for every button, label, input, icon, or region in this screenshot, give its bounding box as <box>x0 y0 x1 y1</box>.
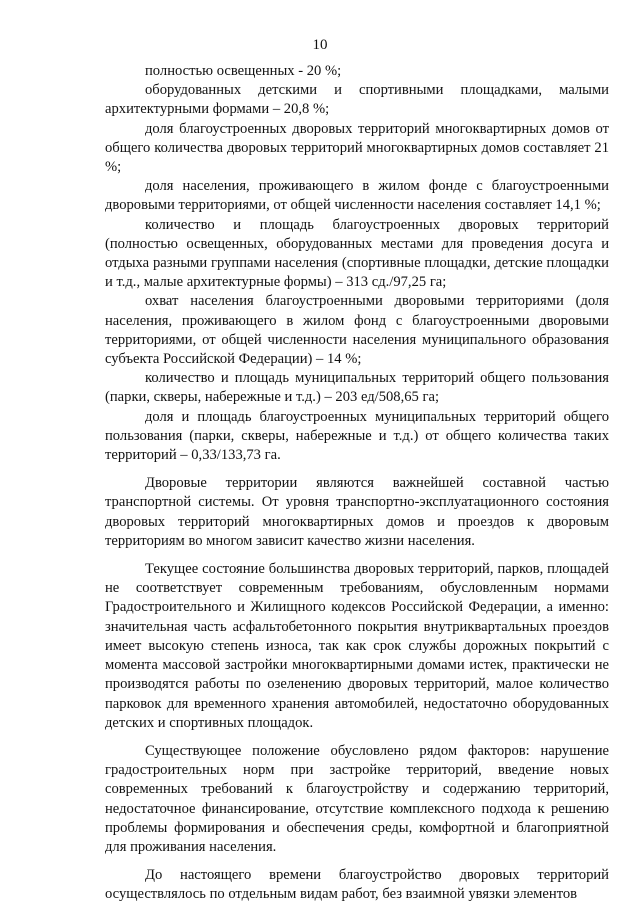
paragraph-current-state: Текущее состояние большинства дворовых территорий, парков, площадей не соответствует современным требованиям, обусловленным нормами Градостроительного и Жилищного кодексов Российской Федерации, а именно: значительная часть асфальтобетонного покрытия внутриквартальных проездов имеет высокую степень износа, так как срок службы дорожных покрытий с момента массовой застройки многоквартирными домами истек, практически не производятся работы по озеленению дворовых территорий, малое количество парковок для временного хранения автомобилей, недостаточно оборудованных детских и спортивных площадок. <box>105 561 609 731</box>
paragraph-public-areas-share: доля и площадь благоустроенных муниципальных территорий общего пользования (парки, скверы, набережные и т.д.) от общего количества таких территорий – 0,33/133,73 га. <box>105 408 609 464</box>
paragraph-equipped-share: оборудованных детскими и спортивными площадками, малыми архитектурными формами – 20,8 %; <box>105 82 609 118</box>
paragraph-public-areas-count: количество и площадь муниципальных территорий общего пользования (парки, скверы, набережные и т.д.) – 203 ед/508,65 га; <box>105 370 609 406</box>
page-number: 10 <box>312 37 328 53</box>
paragraph-population-coverage: охват населения благоустроенными дворовыми территориями (доля населения, проживающего в жилом фонд с благоустроенными дворовыми территориями, от общей численности населения муниципального образования субъекта Российской Федерации) – 14 %; <box>105 293 609 368</box>
document-body <box>105 62 609 905</box>
paragraph-lit-share: полностью освещенных - 20 %; <box>145 63 342 79</box>
paragraph-history: До настоящего времени благоустройство дворовых территорий осуществлялось по отдельным видам работ, без взаимной увязки элементов <box>105 867 609 903</box>
paragraph-improved-yards-share: доля благоустроенных дворовых территорий многоквартирных домов от общего количества дворовых территорий многоквартирных домов составляет 21 %; <box>105 120 609 176</box>
paragraph-population-share: доля населения, проживающего в жилом фонде с благоустроенными дворовыми территориями, от общей численности населения составляет 14,1 %; <box>105 178 609 214</box>
paragraph-improved-yards-count: количество и площадь благоустроенных дворовых территорий (полностью освещенных, оборудованных местами для проведения досуга и отдыха разными группами населения (спортивные площадки, детские площадки и т.д., малые архитектурные формы) – 313 сд./97,25 га; <box>105 216 609 291</box>
paragraph-yards-importance: Дворовые территории являются важнейшей составной частью транспортной системы. От уровня транспортно-эксплуатационного состояния дворовых территорий многоквартирных домов и проездов к дворовым территориям во многом зависит качество жизни населения. <box>105 475 609 549</box>
paragraph-factors: Существующее положение обусловлено рядом факторов: нарушение градостроительных норм при застройке территорий, введение новых современных требований к благоустройству и содержанию территорий, недостаточное финансирование, отсутствие комплексного подхода к решению проблемы формирования и обеспечения среды, комфортной и благоприятной для проживания населения. <box>105 742 609 855</box>
